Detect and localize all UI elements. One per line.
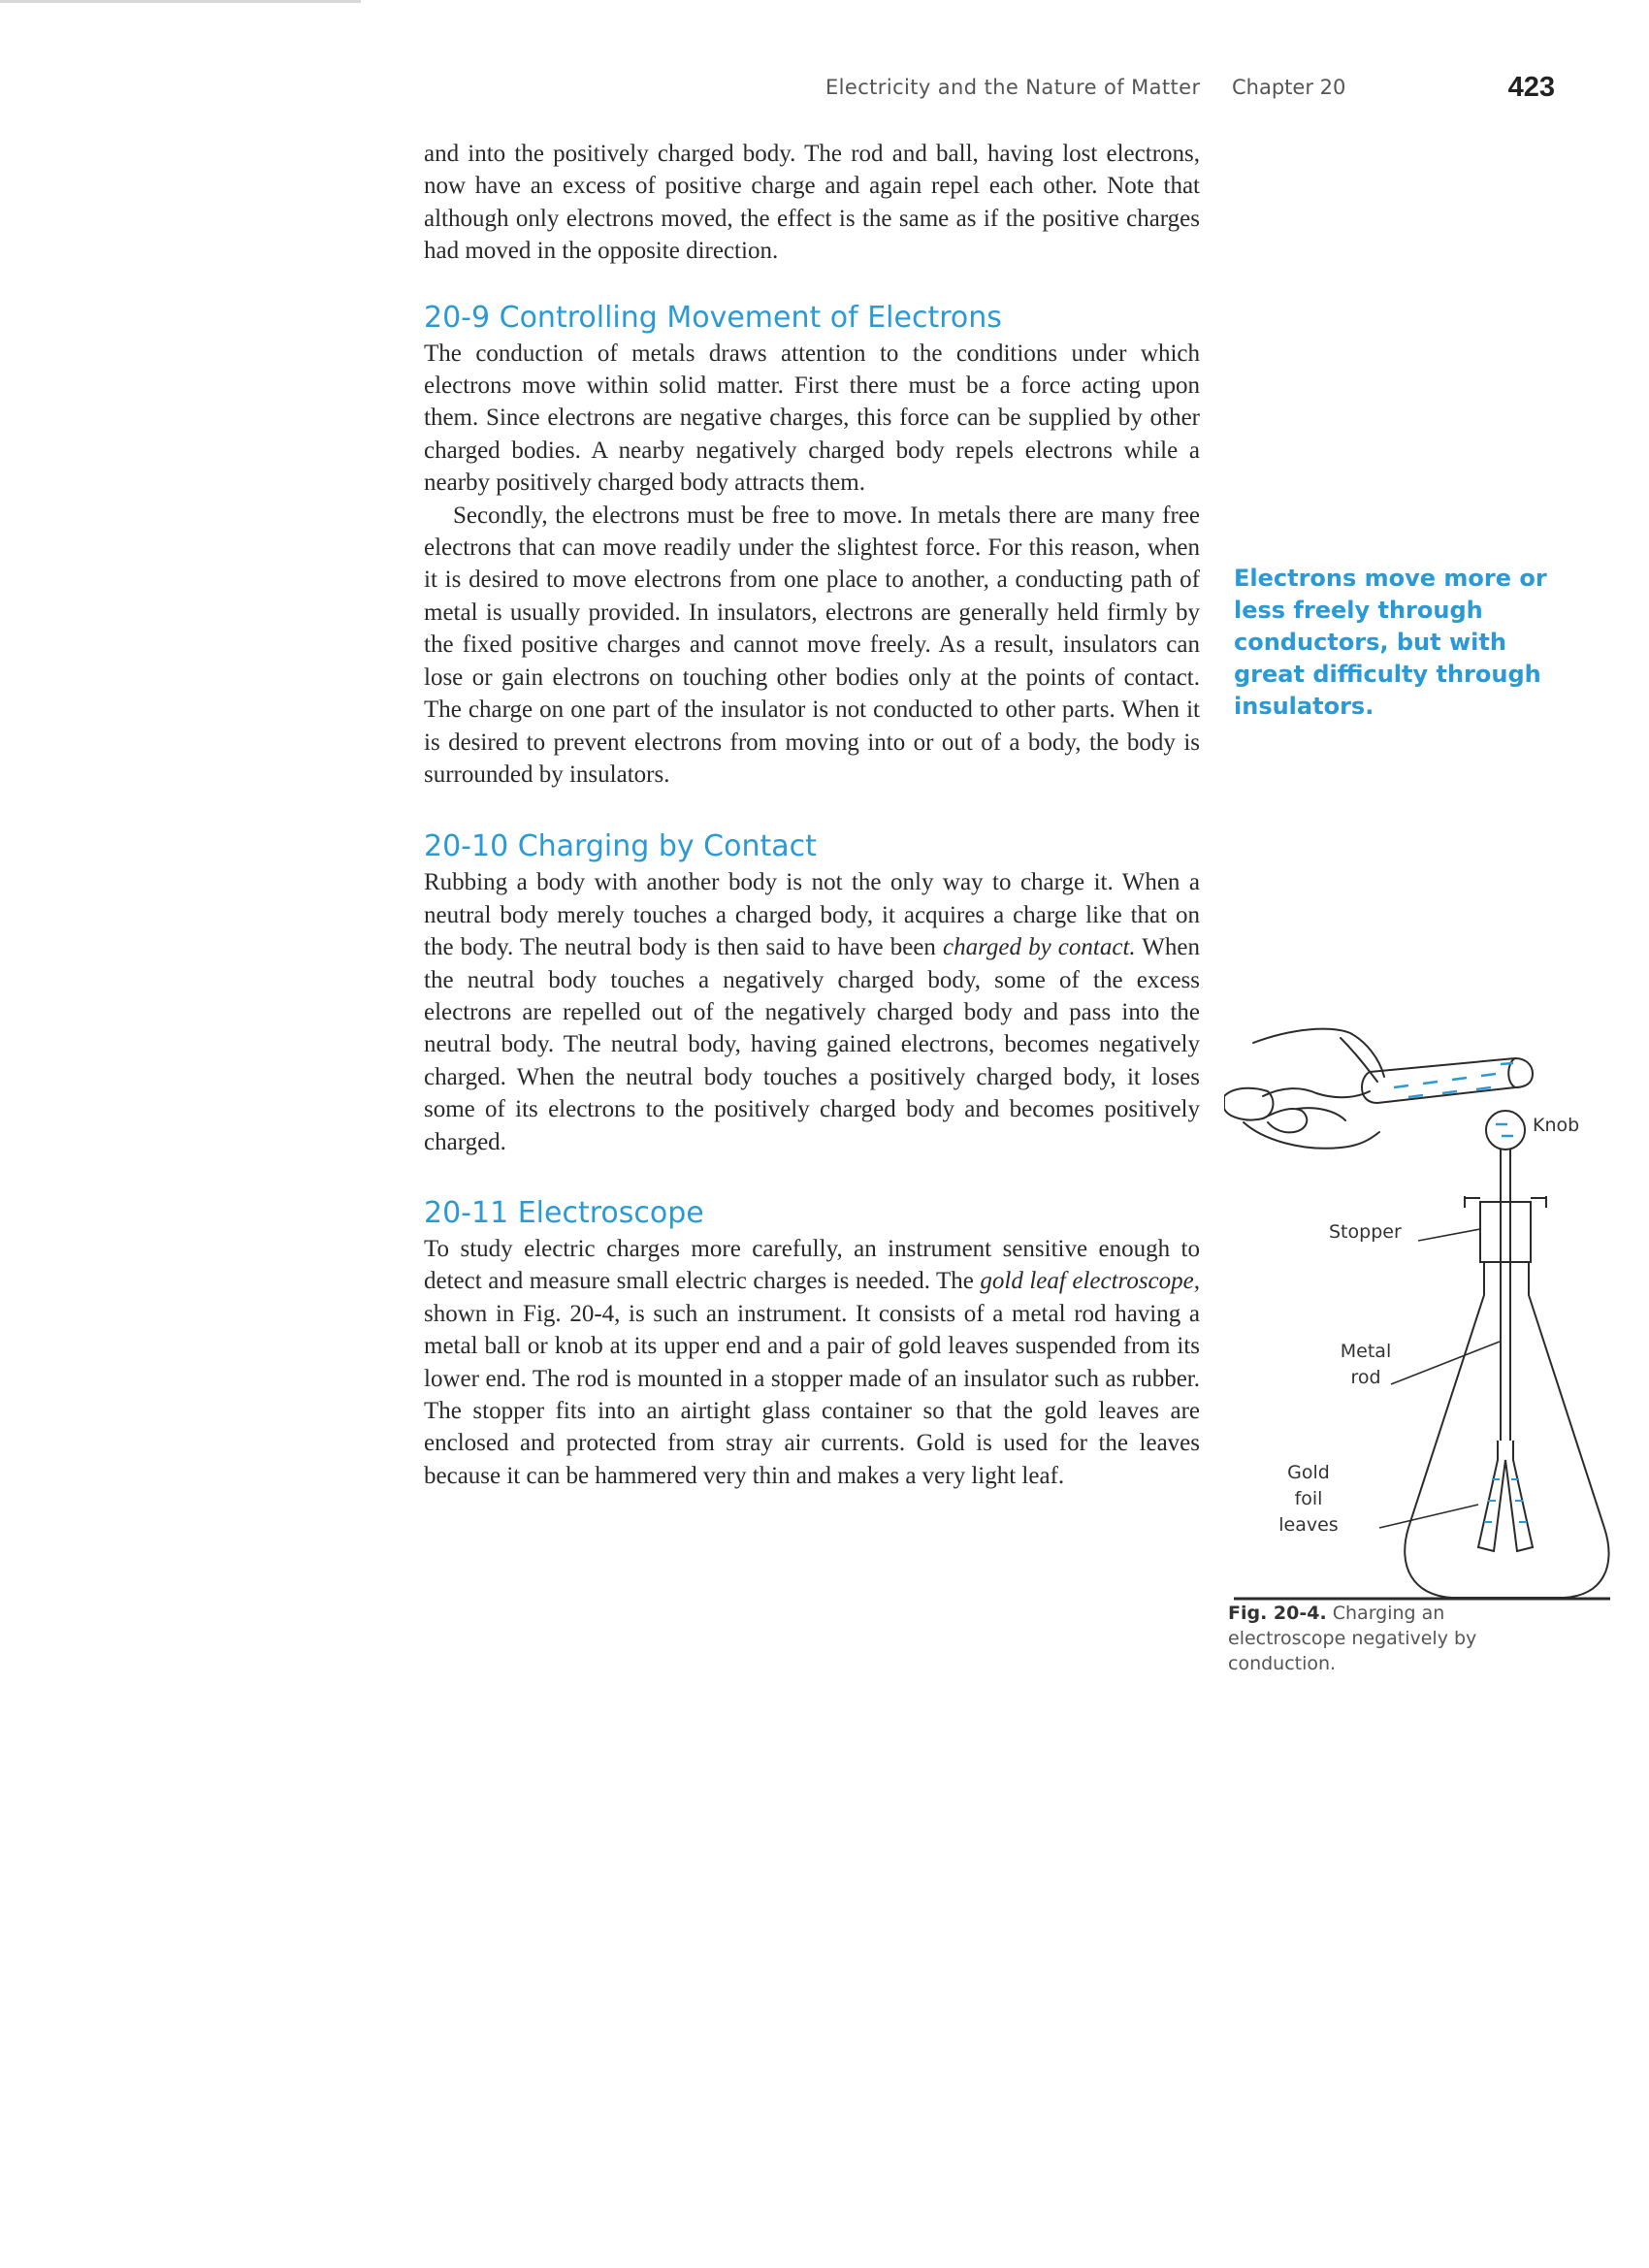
scan-edge: [0, 0, 361, 3]
running-title: Electricity and the Nature of Matter: [825, 76, 1201, 99]
section-heading-20-10: 20-10 Charging by Contact: [424, 829, 817, 864]
paragraph-text: To study electric charges more carefully, an instrument sensitive enough to detect and measure small electric charges is needed. The: [424, 1235, 1200, 1295]
label-gold: Gold: [1287, 1462, 1330, 1483]
label-gold-foil-leaves: [1275, 1460, 1342, 1539]
section-20-11-paragraph: [424, 1233, 1200, 1492]
electroscope-figure: [1224, 1004, 1612, 1605]
stopper-leader: [1418, 1229, 1480, 1241]
page-header: [776, 72, 1555, 111]
margin-note: Electrons move more or less freely through conductors, but with great difficulty through insulators.: [1234, 565, 1547, 720]
label-knob: Knob: [1533, 1115, 1580, 1136]
label-rod: rod: [1350, 1367, 1381, 1388]
label-foil: foil: [1294, 1488, 1323, 1509]
paragraph-text: When the neutral body touches a negatively charged body, some of the excess electrons are repelled out of the negatively charged body and pass into the neutral body. The neutral body, having gained electrons, becomes negatively charged. When the neutral body touches a positively charged body, it loses some of its electrons to the positively charged body and becomes positively charged.: [424, 934, 1200, 1155]
knob: [1486, 1111, 1525, 1150]
section-20-10-paragraph: [424, 866, 1200, 1158]
hand-outline: [1253, 1029, 1384, 1077]
figure-caption: [1228, 1601, 1480, 1676]
label-stopper: Stopper: [1329, 1221, 1402, 1243]
paragraph-text: shown in Fig. 20-4, is such an instrument. It consists of a metal rod having a metal ball or knob at its upper end and a pair of gold leaves suspended from its lower end. The rod is mounted in a stopper made of an insulator such as rubber. The stopper fits into an airtight glass container so that the gold leaves are enclosed and protected from stray air currents. Gold is used for the leaves because it can be hammered very thin and makes a very light leaf.: [424, 1300, 1200, 1489]
hand-finger-2: [1263, 1109, 1307, 1132]
caption-text: Charging an electroscope negatively by conduction.: [1228, 1603, 1477, 1674]
hand-palm: [1263, 1088, 1370, 1097]
knob-charges: [1496, 1124, 1513, 1136]
hand-thumb: [1224, 1088, 1273, 1120]
section-heading-20-11: 20-11 Electroscope: [424, 1195, 704, 1230]
label-metal-rod: [1337, 1339, 1395, 1391]
label-metal: Metal: [1340, 1341, 1392, 1362]
gold-leaves-leader: [1379, 1505, 1478, 1528]
hand-finger-3: [1244, 1122, 1379, 1149]
metal-rod-leader: [1391, 1342, 1500, 1384]
gold-leaf-left: [1478, 1441, 1505, 1551]
figure-number: Fig. 20-4.: [1228, 1603, 1327, 1624]
main-text-column: [424, 138, 1200, 1492]
hand-finger: [1341, 1038, 1377, 1082]
page-number: 423: [1507, 72, 1555, 103]
glass-flask: [1405, 1262, 1608, 1598]
section-20-9-paragraph-2: Secondly, the electrons must be free to move. In metals there are many free electrons that can move readily under the slightest force. For this reason, when it is desired to move electrons from one place to another, a conducting path of metal is usually provided. In insulators, electrons are generally held firmly by the fixed positive charges and cannot move freely. As a result, insulators can lose or gain electrons on touching other bodies only at the points of contact. The charge on one part of the insulator is not conducted to other parts. When it is desired to prevent electrons from moving into or out of a body, the body is surrounded by insulators.: [424, 502, 1200, 788]
term-charged-by-contact: charged by contact.: [943, 934, 1136, 961]
charged-rod: [1362, 1058, 1533, 1103]
leaf-charges: [1484, 1479, 1527, 1522]
section-20-9-paragraph-1: The conduction of metals draws attention to the conditions under which electrons move within solid matter. First there must be a force acting upon them. Since electrons are negative charges, this force can be supplied by other charged bodies. A nearby negatively charged body repels electrons while a nearby positively charged body attracts them.: [424, 340, 1200, 497]
gold-leaf-right: [1505, 1441, 1533, 1551]
section-heading-20-9: 20-9 Controlling Movement of Electrons: [424, 300, 1002, 335]
stopper: [1480, 1202, 1531, 1262]
label-leaves: leaves: [1278, 1514, 1339, 1536]
chapter-label: Chapter 20: [1232, 76, 1346, 99]
term-gold-leaf-electroscope: gold leaf electroscope,: [980, 1268, 1200, 1295]
intro-paragraph: and into the positively charged body. The rod and ball, having lost electrons, now have an excess of positive charge and again repel each other. Note that although only electrons moved, the effect is the same as if the positive charges had moved in the opposite direction.: [424, 141, 1200, 265]
paragraph-text: Rubbing a body with another body is not the only way to charge it. When a neutral body merely touches a charged body, it acquires a charge like that on the body. The neutral body is then said to have been: [424, 869, 1200, 961]
